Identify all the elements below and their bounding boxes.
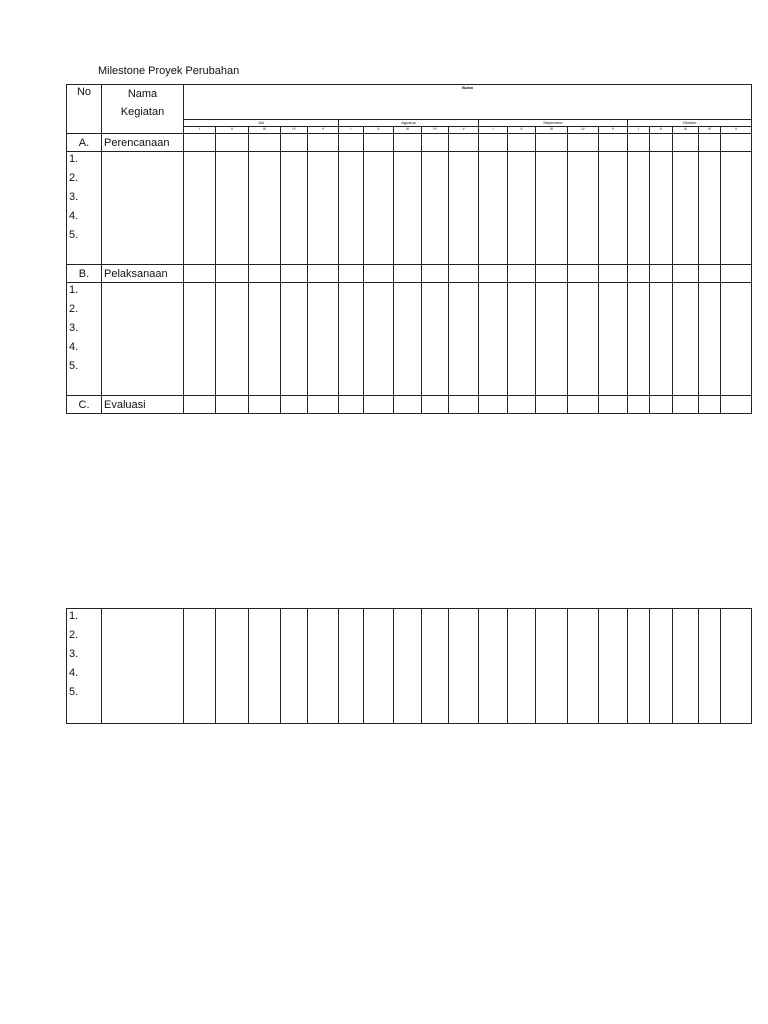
week-header: I (628, 127, 650, 134)
schedule-cell (650, 396, 673, 414)
schedule-cell (339, 283, 364, 396)
item-number: 3. (69, 191, 79, 203)
schedule-cell (308, 609, 339, 724)
schedule-cell (216, 265, 249, 283)
schedule-cell (721, 283, 752, 396)
section-row (67, 396, 752, 414)
week-header: IV (568, 127, 599, 134)
schedule-cell (364, 283, 394, 396)
schedule-cell (508, 396, 536, 414)
schedule-cell (673, 134, 699, 152)
schedule-cell (650, 134, 673, 152)
week-header: II (216, 127, 249, 134)
schedule-cell (508, 265, 536, 283)
schedule-cell (216, 396, 249, 414)
schedule-cell (449, 152, 479, 265)
item-number: 1. (69, 610, 79, 622)
item-number: 3. (69, 322, 79, 334)
section-letter: A. (67, 134, 102, 152)
schedule-cell (508, 152, 536, 265)
schedule-cell (599, 283, 628, 396)
schedule-cell (249, 283, 281, 396)
week-header: II (364, 127, 394, 134)
schedule-cell (308, 134, 339, 152)
schedule-cell (536, 396, 568, 414)
schedule-cell (599, 265, 628, 283)
schedule-cell (536, 265, 568, 283)
schedule-cell (628, 396, 650, 414)
continuation-table (66, 608, 752, 724)
schedule-cell (650, 609, 673, 724)
item-number: 4. (69, 341, 79, 353)
schedule-cell (479, 134, 508, 152)
schedule-cell (628, 283, 650, 396)
schedule-cell (699, 152, 721, 265)
schedule-cell (721, 265, 752, 283)
item-number: 4. (69, 210, 79, 222)
header-name-line2: Kegiatan (120, 106, 165, 118)
schedule-cell (673, 609, 699, 724)
schedule-cell (508, 609, 536, 724)
schedule-cell (449, 396, 479, 414)
schedule-cell (568, 134, 599, 152)
schedule-cell (364, 134, 394, 152)
schedule-cell (673, 396, 699, 414)
milestone-table (66, 84, 752, 414)
schedule-cell (568, 283, 599, 396)
schedule-cell (536, 283, 568, 396)
week-header: IV (699, 127, 721, 134)
schedule-cell (339, 134, 364, 152)
schedule-cell (184, 283, 216, 396)
schedule-cell (721, 134, 752, 152)
schedule-cell (394, 283, 422, 396)
schedule-cell (364, 265, 394, 283)
section-letter: C. (67, 396, 102, 414)
schedule-cell (628, 152, 650, 265)
schedule-cell (628, 609, 650, 724)
schedule-cell (449, 134, 479, 152)
activity-name-cell (102, 152, 184, 265)
schedule-cell (699, 609, 721, 724)
schedule-cell (249, 265, 281, 283)
section-name: Pelaksanaan (102, 265, 184, 283)
week-header: I (339, 127, 364, 134)
month-header: September (479, 120, 628, 127)
schedule-cell (281, 396, 308, 414)
schedule-cell (479, 609, 508, 724)
schedule-cell (599, 152, 628, 265)
schedule-cell (721, 396, 752, 414)
week-header: III (673, 127, 699, 134)
schedule-cell (394, 152, 422, 265)
header-no: No (67, 85, 102, 134)
schedule-cell (628, 134, 650, 152)
item-number: 1. (69, 284, 79, 296)
schedule-cell (216, 152, 249, 265)
schedule-cell (394, 396, 422, 414)
section-name: Perencanaan (102, 134, 184, 152)
header-name-line1: Nama (127, 88, 158, 100)
schedule-cell (628, 265, 650, 283)
schedule-cell (422, 134, 449, 152)
schedule-cell (673, 152, 699, 265)
schedule-cell (599, 134, 628, 152)
week-header: V (449, 127, 479, 134)
schedule-cell (184, 609, 216, 724)
schedule-cell (308, 283, 339, 396)
schedule-cell (508, 283, 536, 396)
week-header: II (508, 127, 536, 134)
schedule-cell (568, 396, 599, 414)
section-letter: B. (67, 265, 102, 283)
month-header: Agustus (339, 120, 479, 127)
month-header: Oktober (628, 120, 752, 127)
schedule-cell (479, 265, 508, 283)
schedule-cell (449, 265, 479, 283)
item-number: 5. (69, 360, 79, 372)
week-header: III (536, 127, 568, 134)
schedule-cell (568, 152, 599, 265)
week-header: V (599, 127, 628, 134)
schedule-cell (394, 134, 422, 152)
item-number: 5. (69, 229, 79, 241)
schedule-cell (449, 609, 479, 724)
schedule-cell (394, 609, 422, 724)
schedule-cell (673, 265, 699, 283)
schedule-cell (699, 396, 721, 414)
month-header: Juli (184, 120, 339, 127)
section-name: Evaluasi (102, 396, 184, 414)
schedule-cell (308, 265, 339, 283)
item-number-list (67, 609, 102, 724)
schedule-cell (184, 396, 216, 414)
header-row (67, 85, 752, 120)
schedule-cell (568, 609, 599, 724)
schedule-cell (184, 265, 216, 283)
schedule-cell (281, 283, 308, 396)
schedule-cell (479, 283, 508, 396)
item-number: 2. (69, 303, 79, 315)
schedule-cell (508, 134, 536, 152)
week-header: V (721, 127, 752, 134)
schedule-cell (339, 152, 364, 265)
schedule-cell (449, 283, 479, 396)
schedule-cell (536, 152, 568, 265)
schedule-cell (422, 152, 449, 265)
week-header: I (479, 127, 508, 134)
schedule-cell (281, 609, 308, 724)
schedule-cell (479, 152, 508, 265)
schedule-cell (568, 265, 599, 283)
schedule-cell (249, 609, 281, 724)
schedule-cell (599, 396, 628, 414)
activity-name-cell (102, 283, 184, 396)
schedule-cell (184, 152, 216, 265)
header-activity-name (102, 85, 184, 134)
schedule-cell (650, 152, 673, 265)
schedule-cell (536, 609, 568, 724)
section-row (67, 265, 752, 283)
schedule-cell (422, 609, 449, 724)
schedule-cell (422, 265, 449, 283)
schedule-cell (249, 152, 281, 265)
item-number: 4. (69, 667, 79, 679)
item-number: 2. (69, 629, 79, 641)
week-header: IV (422, 127, 449, 134)
schedule-cell (673, 283, 699, 396)
schedule-cell (364, 396, 394, 414)
schedule-cell (249, 134, 281, 152)
schedule-cell (394, 265, 422, 283)
schedule-cell (650, 265, 673, 283)
schedule-cell (281, 152, 308, 265)
week-header: I (184, 127, 216, 134)
schedule-cell (422, 283, 449, 396)
item-number-list (67, 152, 102, 265)
activity-items-row (67, 609, 752, 724)
item-number: 1. (69, 153, 79, 165)
week-header: IV (281, 127, 308, 134)
schedule-cell (308, 396, 339, 414)
item-number: 5. (69, 686, 79, 698)
week-header: V (308, 127, 339, 134)
schedule-cell (249, 396, 281, 414)
schedule-cell (308, 152, 339, 265)
schedule-cell (281, 134, 308, 152)
schedule-cell (422, 396, 449, 414)
activity-name-cell (102, 609, 184, 724)
schedule-cell (479, 396, 508, 414)
schedule-cell (339, 609, 364, 724)
schedule-cell (339, 396, 364, 414)
header-bulan: Bulan (184, 85, 752, 120)
schedule-cell (599, 609, 628, 724)
schedule-cell (699, 134, 721, 152)
schedule-cell (364, 609, 394, 724)
page-title: Milestone Proyek Perubahan (98, 65, 240, 77)
schedule-cell (339, 265, 364, 283)
schedule-cell (216, 609, 249, 724)
schedule-cell (216, 283, 249, 396)
schedule-cell (699, 265, 721, 283)
activity-items-row (67, 283, 752, 396)
schedule-cell (184, 134, 216, 152)
week-header: III (394, 127, 422, 134)
week-header: II (650, 127, 673, 134)
schedule-cell (216, 134, 249, 152)
schedule-cell (536, 134, 568, 152)
section-row (67, 134, 752, 152)
week-header: III (249, 127, 281, 134)
item-number: 2. (69, 172, 79, 184)
schedule-cell (721, 152, 752, 265)
schedule-cell (721, 609, 752, 724)
activity-items-row (67, 152, 752, 265)
schedule-cell (650, 283, 673, 396)
item-number: 3. (69, 648, 79, 660)
schedule-cell (281, 265, 308, 283)
item-number-list (67, 283, 102, 396)
schedule-cell (699, 283, 721, 396)
schedule-cell (364, 152, 394, 265)
